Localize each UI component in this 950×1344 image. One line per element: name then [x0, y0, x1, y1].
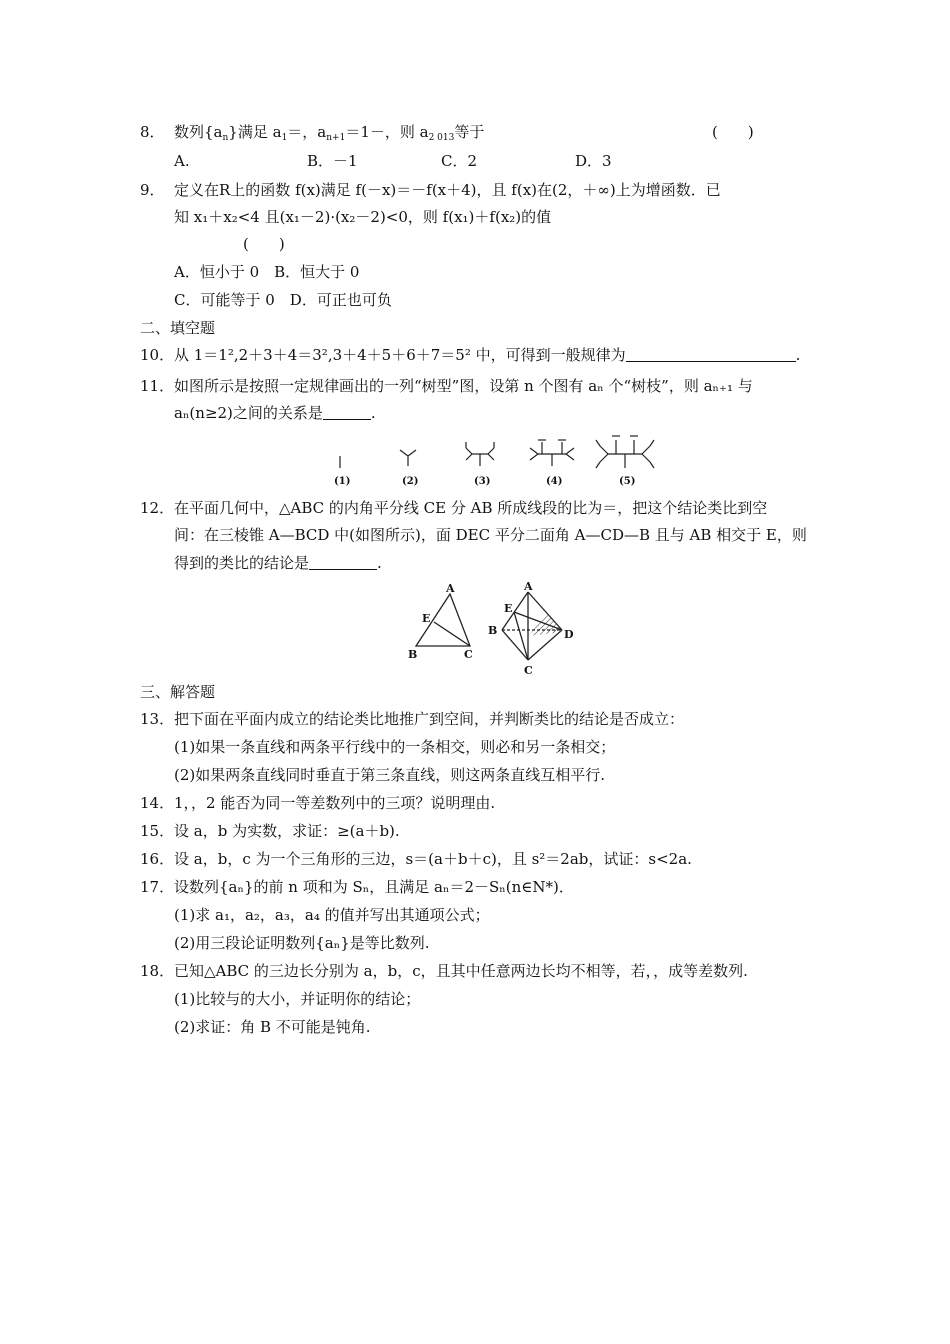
q11-answer-blank	[323, 405, 371, 420]
q12-line3: 得到的类比的结论是 .	[174, 554, 382, 572]
q9-answer-paren: ( )	[243, 235, 285, 253]
tetrahedron-label-a: A	[524, 580, 533, 593]
q11-line1: 如图所示是按照一定规律画出的一列“树型”图，设第 n 个图有 aₙ 个“树枝”，则 aₙ₊₁ 与	[174, 377, 753, 395]
q8-option-d: D．3	[575, 152, 612, 170]
q8-option-c: C．2	[441, 152, 478, 170]
q16-text: 设 a，b，c 为一个三角形的三边，s＝(a＋b＋c)，且 s²＝2ab，试证：s<2a.	[174, 850, 692, 868]
q12-line2: 间：在三棱锥 A—BCD 中(如图所示)，面 DEC 平分二面角 A—CD—B 且与 AB 相交于 E，则	[174, 526, 807, 544]
triangle-tetrahedron-figure	[402, 580, 592, 680]
tetrahedron-label-b: B	[488, 624, 498, 637]
q11-number: 11．	[140, 377, 175, 395]
q11-line2: aₙ(n≥2)之间的关系是 .	[174, 404, 376, 422]
q8-number: 8．	[140, 123, 165, 141]
q18-part1: (1)比较与的大小，并证明你的结论；	[174, 990, 421, 1008]
q13-number: 13．	[140, 710, 175, 728]
q17-number: 17．	[140, 878, 175, 896]
q17-part1: (1)求 a₁，a₂，a₃，a₄ 的值并写出其通项公式；	[174, 906, 490, 924]
tree-label-4: (4)	[546, 476, 563, 487]
tree-figure	[320, 430, 670, 492]
tetrahedron-label-e: E	[504, 602, 513, 615]
q15-text: 设 a，b 为实数，求证：≥(a＋b).	[174, 822, 400, 840]
q10-answer-blank	[626, 347, 796, 362]
q14-text: 1，，2 能否为同一等差数列中的三项？说明理由.	[174, 794, 496, 812]
q12-number: 12．	[140, 499, 175, 517]
q13-text: 把下面在平面内成立的结论类比地推广到空间，并判断类比的结论是否成立：	[174, 710, 685, 728]
q9-options-ab: A．恒小于 0 B．恒大于 0	[174, 263, 360, 281]
triangle-label-e: E	[422, 612, 431, 625]
q8-answer-paren: ( )	[712, 123, 754, 141]
q8-stem: 数列$\{a_n\}$满足 $a_1=$，$a_{n+1}=1-$，则 $a_{2 013}$等于	[174, 123, 485, 143]
triangle-label-c: C	[464, 648, 473, 661]
triangle-label-a: A	[446, 582, 455, 595]
q18-text: 已知△ABC 的三边长分别为 a，b，c，且其中任意两边长均不相等，若，，成等差数列.	[174, 962, 748, 980]
q9-line1: 定义在R上的函数 f(x)满足 f(－x)＝－f(x＋4)，且 f(x)在(2，＋∞)上为增函数．已	[174, 181, 721, 199]
tree-label-3: (3)	[474, 476, 491, 487]
q12-answer-blank	[309, 555, 377, 570]
triangle-label-b: B	[408, 648, 418, 661]
tetrahedron-label-c: C	[524, 664, 533, 677]
tree-label-1: (1)	[334, 476, 351, 487]
q9-number: 9．	[140, 181, 165, 199]
q12-line1: 在平面几何中，△ABC 的内角平分线 CE 分 AB 所成线段的比为＝，把这个结论类比到空	[174, 499, 768, 517]
q17-text: 设数列{aₙ}的前 n 项和为 Sₙ，且满足 aₙ＝2－Sₙ(n∈N*)．	[174, 878, 574, 896]
tree-label-2: (2)	[402, 476, 419, 487]
q8-option-a: A.	[174, 152, 190, 170]
section-answer-heading: 三、解答题	[140, 683, 216, 701]
q18-part2: (2)求证：角 B 不可能是钝角.	[174, 1018, 371, 1036]
tetrahedron-label-d: D	[564, 628, 574, 641]
q17-part2: (2)用三段论证明数列{aₙ}是等比数列.	[174, 934, 430, 952]
section-fill-in-heading: 二、填空题	[140, 319, 216, 337]
q16-number: 16．	[140, 850, 175, 868]
q9-options-cd: C．可能等于 0 D．可正也可负	[174, 291, 392, 309]
q9-line2: 知 x₁＋x₂<4 且(x₁－2)·(x₂－2)<0，则 f(x₁)＋f(x₂)的值	[174, 208, 552, 226]
q15-number: 15．	[140, 822, 175, 840]
q13-part2: (2)如果两条直线同时垂直于第三条直线，则这两条直线互相平行.	[174, 766, 606, 784]
tree-label-5: (5)	[619, 476, 636, 487]
q13-part1: (1)如果一条直线和两条平行线中的一条相交，则必和另一条相交；	[174, 738, 616, 756]
q8-option-b: B．－1	[307, 152, 358, 170]
q18-number: 18．	[140, 962, 175, 980]
q10-text: 从 1＝1²,2＋3＋4＝3²,3＋4＋5＋6＋7＝5² 中，可得到一般规律为 .	[174, 346, 801, 364]
q14-number: 14．	[140, 794, 175, 812]
q10-number: 10．	[140, 346, 175, 364]
